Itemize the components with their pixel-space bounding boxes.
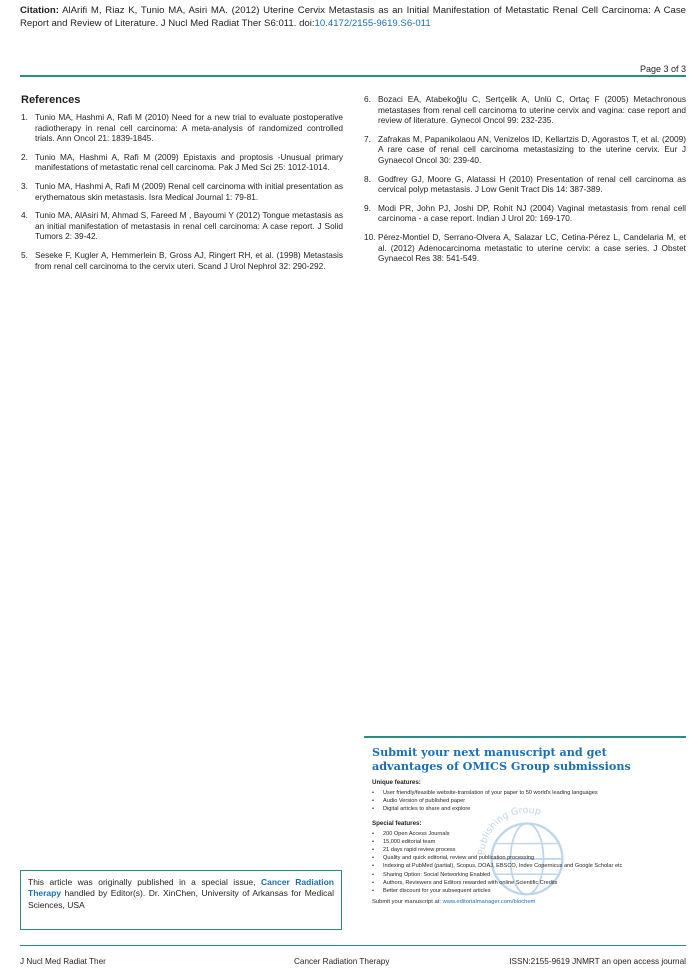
citation-doi-link[interactable]: 10.4172/2155-9619.S6-011 xyxy=(314,18,431,29)
citation-label: Citation: xyxy=(20,5,59,16)
references-left-column xyxy=(21,112,343,279)
reference-item: 7. Zafrakas M, Papanikolaou AN, Venizelos ID, Kellartzis D, Agorastos T, et al. (2009) A rare case of renal cell carcinoma metastasizing to the uterine cervix. Eur J Gynaecol Oncol 30: 239-40. xyxy=(364,133,686,165)
footer-issn: ISSN:2155-9619 JNMRT an open access journal xyxy=(509,957,686,966)
reference-item: 2. Tunio MA, Hashmi A, Rafi M (2009) Epistaxis and proptosis -Unusual primary manifestations of metastatic renal cell carcinoma. Pak J Med Sci 25: 1012-1014. xyxy=(21,151,343,173)
references-right-column xyxy=(364,94,686,272)
list-item: • Audio Version of published paper xyxy=(372,797,686,805)
special-issue-note xyxy=(20,870,342,930)
reference-item: 6. Bozaci EA, Atabekoğlu C, Sertçelik A, Unlü C, Ortaç F (2005) Metachronous metastases from renal cell carcinoma to uterine cervix and vagina: case report and review of literature. Gynecol Oncol 99: 232-235. xyxy=(364,94,686,126)
watermark-text: Publishing Group xyxy=(476,804,543,856)
footer-journal: J Nucl Med Radiat Ther xyxy=(20,957,106,966)
list-item: • Better discount for your subsequent articles xyxy=(372,887,686,895)
special-features-heading: Special features: xyxy=(372,819,422,827)
special-issue-link[interactable]: Cancer Radiation Therapy xyxy=(28,877,334,899)
reference-item: 4. Tunio MA, AlAsiri M, Ahmad S, Fareed M , Bayoumi Y (2012) Tongue metastasis as an initial manifestation of metastasis in renal cell carcinoma: A case report. J Solid Tumors 2: 39-42. xyxy=(21,210,343,242)
header-rule xyxy=(20,75,686,77)
list-item: • 200 Open Access Journals xyxy=(372,830,686,838)
footer-issue: Cancer Radiation Therapy xyxy=(294,957,390,966)
list-item: • User friendly/feasible website-translation of your paper to 50 world's leading languages xyxy=(372,789,686,797)
unique-features-heading: Unique features: xyxy=(372,779,421,786)
list-item: • Indexing at PubMed (partial), Scopus, DOAJ, EBSCO, Index Copernicus and Google Scholar etc xyxy=(372,862,686,870)
reference-item: 10. Pérez-Montiel D, Serrano-Olvera A, Salazar LC, Cetina-Pérez L, Candelaria M, et al. (2012) Adenocarcinoma metastatic to uterine cervix: a case series. J Obstet Gynaecol Res 38: 541-549. xyxy=(364,231,686,264)
reference-item: 8. Godfrey GJ, Moore G, Alatassi H (2010) Presentation of renal cell carcinoma as cervical polyp metastasis. J Low Genit Tract Dis 14: 387-389. xyxy=(364,173,686,195)
list-item: • Sharing Option: Social Networking Enabled xyxy=(372,871,686,879)
unique-features-list xyxy=(372,789,686,814)
reference-item: 9. Modi PR, John PJ, Joshi DP, Rohit NJ (2004) Vaginal metastasis from renal cell carcinoma - a case report. Indian J Urol 20: 169-170. xyxy=(364,202,686,224)
omics-submission-ad xyxy=(364,736,686,930)
list-item: • Quality and quick editorial, review and publication processing xyxy=(372,854,686,862)
submit-label: Submit your manuscript at: xyxy=(372,899,441,906)
reference-item: 1. Tunio MA, Hashmi A, Rafi M (2010) Need for a new trial to evaluate postoperative radiotherapy in renal cell carcinoma: A meta-analysis of randomized controlled trials. Ann Oncol 21: 1839-1845. xyxy=(21,112,343,144)
submit-link[interactable]: www.editorialmanager.com/biochem xyxy=(442,899,536,906)
reference-item: 3. Tunio MA, Hashmi A, Rafi M (2009) Renal cell carcinoma with initial presentation as erythematous skin metastasis. Isra Medical Journal 1: 79-81. xyxy=(21,180,343,202)
citation-text: AlArifi M, Riaz K, Tunio MA, Asiri MA. (2012) Uterine Cervix Metastasis as an Initial Manifestation of Metastatic Renal Cell Carcinoma: A Case Report and Review of Literature. J Nucl Med Radiat Ther S6:011. doi: xyxy=(20,5,687,29)
list-item: • 15,000 editorial team xyxy=(372,838,686,846)
page-number: Page 3 of 3 xyxy=(639,64,686,74)
references-heading: References xyxy=(21,94,81,106)
citation xyxy=(20,4,686,30)
footer-rule xyxy=(20,945,686,946)
list-item: • 21 days rapid review process xyxy=(372,846,686,854)
list-item: • Digital articles to share and explore xyxy=(372,805,686,813)
special-features-list xyxy=(372,830,686,896)
note-prefix: This article was originally published in a special issue, xyxy=(28,877,256,887)
reference-item: 5. Seseke F, Kugler A, Hemmerlein B, Gross AJ, Ringert RH, et al. (1998) Metastasis from renal cell carcinoma to the cervix uteri. Scand J Urol Nephrol 32: 290-292. xyxy=(21,249,343,271)
list-item: • Authors, Reviewers and Editors rewarded with online Scientific Credits xyxy=(372,879,686,887)
ad-title: Submit your next manuscript and get advantages of OMICS Group submissions xyxy=(372,745,631,773)
note-suffix: handled by Editor(s). Dr. XinChen, University of Arkansas for Medical Sciences, USA xyxy=(28,888,334,910)
